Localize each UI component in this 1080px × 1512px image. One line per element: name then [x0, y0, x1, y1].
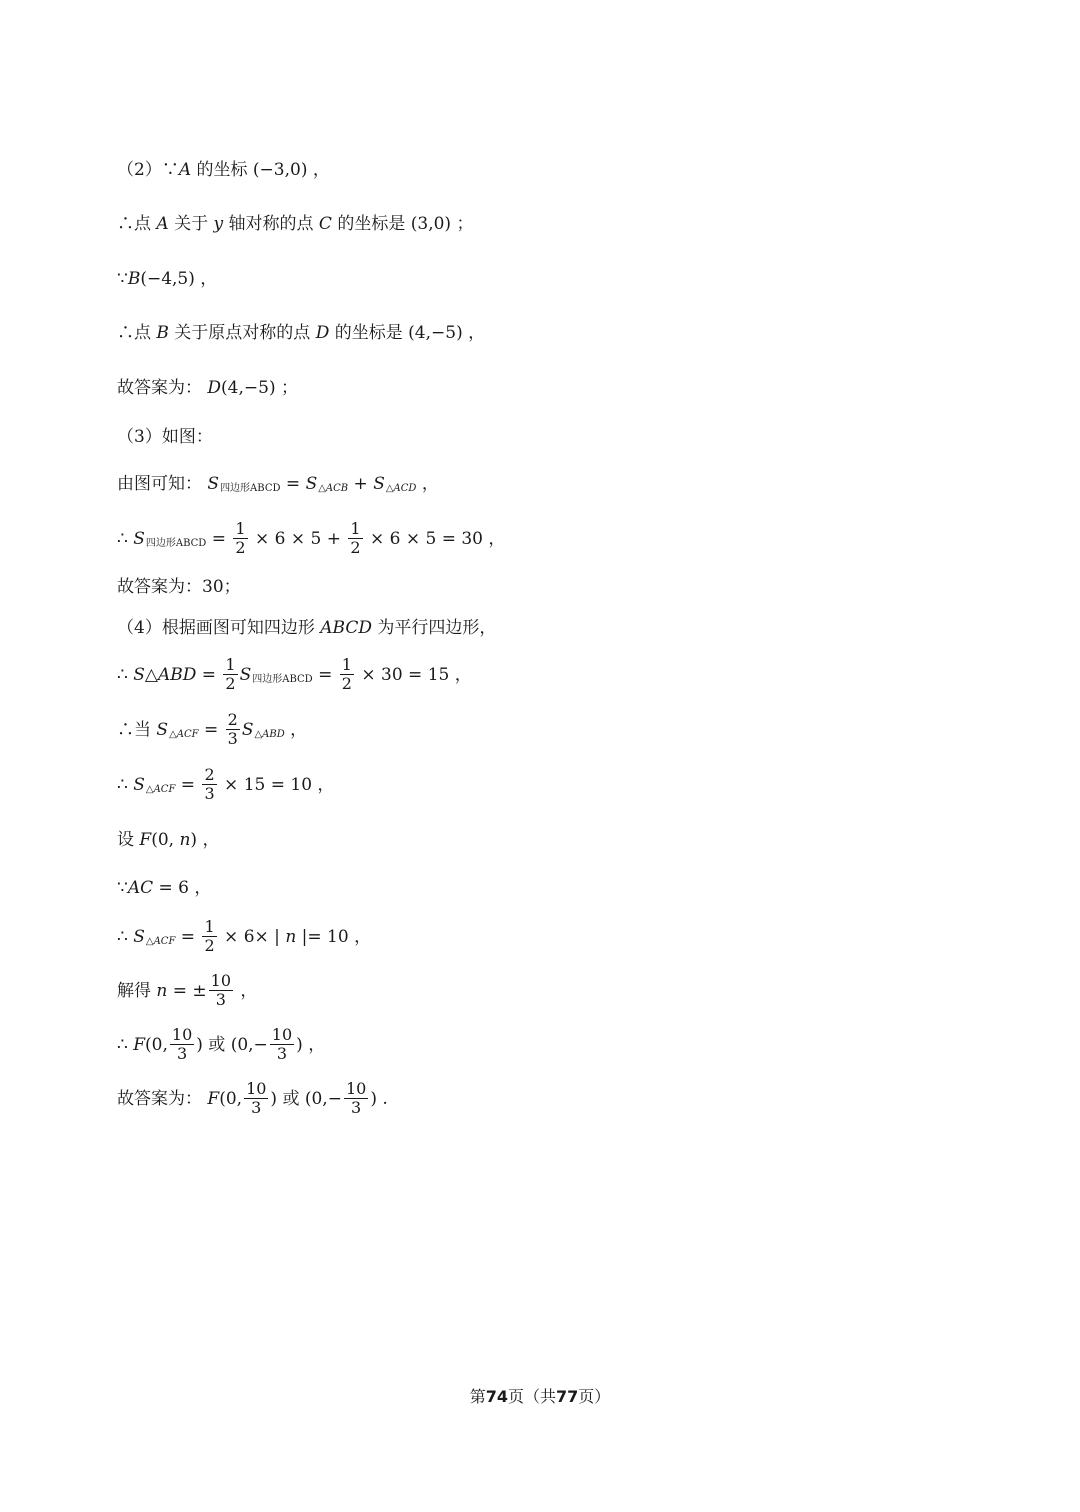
fraction-ten-thirds: $\frac{10}{3}$: [271, 1025, 293, 1063]
line-10: （4）根据画图可知四边形 ABCD 为平行四边形，: [117, 618, 497, 638]
line-17: 解得 n = ± $\frac{10}{3}$ ，: [117, 971, 258, 1009]
line-12: ∴当 S △ACF = $\frac{2}{3}$ S △ABD ，: [117, 710, 308, 748]
line-15: ∵ AC = 6 ，: [117, 878, 212, 898]
line-7: 由图可知： S 四边形ABCD = S △ACB + S △ACD ，: [117, 474, 439, 494]
fraction-two-thirds: $\frac{2}{3}$: [204, 765, 215, 803]
fraction-one-half: $\frac{1}{2}$: [204, 917, 215, 955]
fraction-two-thirds: $\frac{2}{3}$: [227, 710, 238, 748]
fraction-one-half: $\frac{1}{2}$: [225, 655, 236, 693]
line-3: ∵ B (−4,5) ，: [117, 269, 218, 289]
line-16: ∴ S △ACF = $\frac{1}{2}$ × 6× | n |= 10 ，: [117, 917, 372, 955]
total-page-count: 77: [556, 1387, 579, 1406]
line-13: ∴ S △ACF = $\frac{2}{3}$ × 15 = 10 ，: [117, 765, 335, 803]
line-9: 故答案为：30；: [117, 577, 241, 597]
fraction-one-half: $\frac{1}{2}$: [350, 519, 361, 557]
line-19: 故答案为： F (0, $\frac{10}{3}$ ) 或 (0,− $\frac{10}{3}$ ) .: [117, 1079, 388, 1117]
current-page-number: 74: [485, 1387, 508, 1406]
fraction-ten-thirds: $\frac{10}{3}$: [210, 971, 232, 1009]
fraction-one-half: $\frac{1}{2}$: [235, 519, 246, 557]
fraction-ten-thirds: $\frac{10}{3}$: [345, 1079, 367, 1117]
line-8: ∴ S 四边形ABCD = $\frac{1}{2}$ × 6 × 5 + $\frac{1}{2}$ × 6 × 5 = 30 ，: [117, 519, 506, 557]
line-6: （3）如图：: [117, 427, 213, 447]
fraction-ten-thirds: $\frac{10}{3}$: [171, 1025, 193, 1063]
line-14: 设 F (0, n ) ，: [117, 830, 220, 850]
line-11: ∴ S△ABD = $\frac{1}{2}$ S 四边形ABCD = $\frac{1}{2}$ × 30 = 15 ，: [117, 655, 472, 693]
line-5: 故答案为： D (4,−5) ；: [117, 378, 298, 398]
fraction-one-half: $\frac{1}{2}$: [341, 655, 352, 693]
fraction-ten-thirds: $\frac{10}{3}$: [246, 1079, 267, 1117]
line-4: ∴点 B 关于原点对称的点 D 的坐标是 (4,−5) ，: [117, 323, 486, 343]
line-2: ∴点 A 关于 y 轴对称的点 C 的坐标是 (3,0) ；: [117, 214, 474, 234]
line-18: ∴ F (0, $\frac{10}{3}$ ) 或 (0,− $\frac{10}{3}$ ) ，: [117, 1025, 326, 1063]
line-1: （2）∵ A 的坐标 (−3,0) ，: [117, 160, 330, 180]
page-footer: 第74页（共77页）: [469, 1387, 611, 1406]
